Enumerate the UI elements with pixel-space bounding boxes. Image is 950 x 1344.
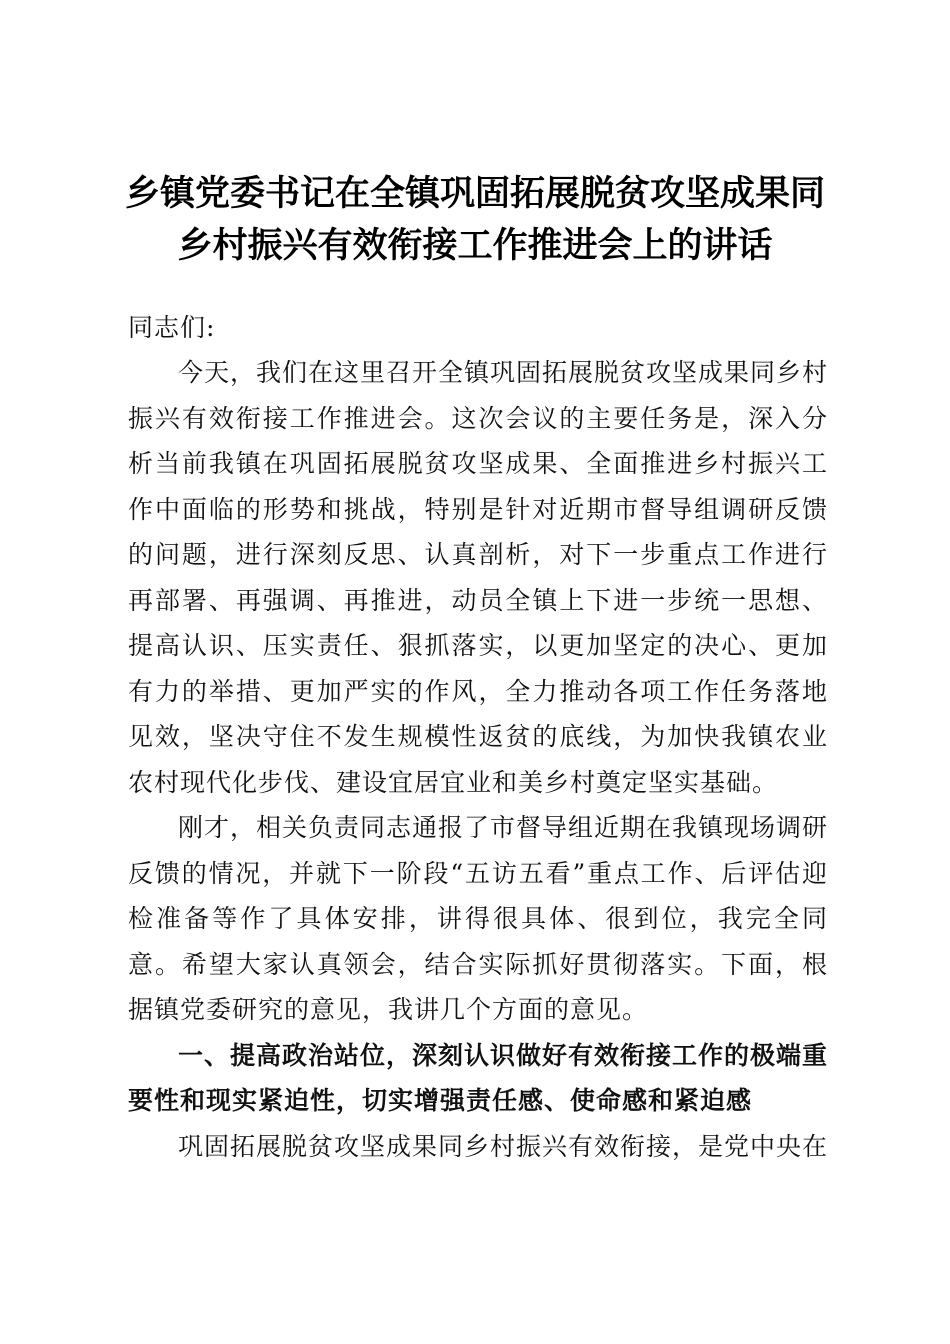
- paragraph-2: 刚才，相关负责同志通报了市督导组近期在我镇现场调研反馈的情况，并就下一阶段“五访五看”重点工作、后评估迎检准备等作了具体安排，讲得很具体、很到位，我完全同意。希望大家认真领会，结合实际抓好贯彻落实。下面，根据镇党委研究的意见，我讲几个方面的意见。: [128, 813, 829, 1024]
- document-title: [100, 168, 850, 272]
- paragraph-3: 巩固拓展脱贫攻坚成果同乡村振兴有效衔接，是党中央在: [178, 1131, 829, 1161]
- salutation: 同志们:: [128, 313, 216, 342]
- title-line-2: 乡村振兴有效衔接工作推进会上的讲话: [177, 225, 773, 266]
- document-body: [128, 305, 828, 1169]
- section-heading-1: 一、提高政治站位，深刻认识做好有效衔接工作的极端重要性和现实紧迫性，切实增强责任感、使命感和紧迫感: [128, 1040, 829, 1115]
- title-line-1: 乡镇党委书记在全镇巩固拓展脱贫攻坚成果同: [124, 173, 825, 214]
- paragraph-1: 今天，我们在这里召开全镇巩固拓展脱贫攻坚成果同乡村振兴有效衔接工作推进会。这次会议的主要任务是，深入分析当前我镇在巩固拓展脱贫攻坚成果、全面推进乡村振兴工作中面临的形势和挑战，特别是针对近期市督导组调研反馈的问题，进行深刻反思、认真剖析，对下一步重点工作进行再部署、再强调、再推进，动员全镇上下进一步统一思想、提高认识、压实责任、狠抓落实，以更加坚定的决心、更加有力的举措、更加严实的作风，全力推动各项工作任务落地见效，坚决守住不发生规模性返贫的底线，为加快我镇农业农村现代化步伐、建设宜居宜业和美乡村奠定坚实基础。: [128, 358, 829, 797]
